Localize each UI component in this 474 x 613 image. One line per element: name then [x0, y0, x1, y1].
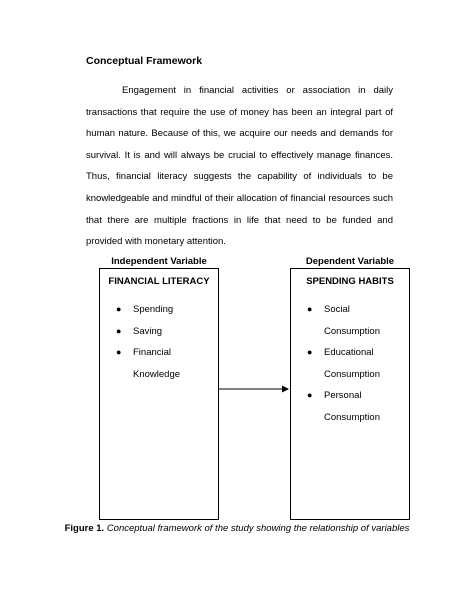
- section-heading: Conceptual Framework: [86, 55, 203, 67]
- bullet-icon: ●: [116, 347, 122, 358]
- list-item: ● Financial Knowledge: [100, 342, 193, 385]
- dependent-variable-box: [290, 268, 410, 520]
- list-item: ● Social Consumption: [291, 299, 374, 342]
- independent-box-title: FINANCIAL LITERACY: [108, 276, 210, 287]
- list-item: ● Educational Consumption: [291, 342, 374, 385]
- bullet-icon: ●: [307, 390, 313, 401]
- bullet-icon: ●: [307, 304, 313, 314]
- list-item: ● Saving: [100, 321, 218, 343]
- dependent-variable-label: Dependent Variable: [305, 256, 395, 267]
- bullet-icon: ●: [307, 347, 313, 358]
- relationship-arrow-icon: [218, 383, 290, 395]
- bullet-icon: ●: [116, 304, 122, 314]
- body-paragraph: Engagement in financial activities or association in daily transactions that require the use of money has been an integral part of human nature. Because of this, we acquire our needs and demands for survival. It is and will always be crucial to effectively manage finances. Thus, financial literacy suggests the capability of individuals to be knowledgeable and mindful of their allocation of financial resources such that there are multiple fractions in life that need to be funded and provided with monetary attention.: [86, 85, 393, 248]
- independent-variable-label: Independent Variable: [111, 256, 207, 267]
- dependent-box-title: SPENDING HABITS: [306, 276, 394, 287]
- independent-variable-box: [99, 268, 219, 520]
- figure-caption: [62, 523, 412, 534]
- figure-number: Figure 1.: [64, 523, 105, 534]
- list-item: ● Personal Consumption: [291, 385, 374, 428]
- figure-caption-text: Conceptual framework of the study showing the relationship of variables: [106, 523, 410, 534]
- independent-items-list: [100, 299, 218, 385]
- dependent-items-list: [291, 299, 409, 429]
- bullet-icon: ●: [116, 325, 122, 336]
- list-item: ● Spending: [100, 299, 218, 321]
